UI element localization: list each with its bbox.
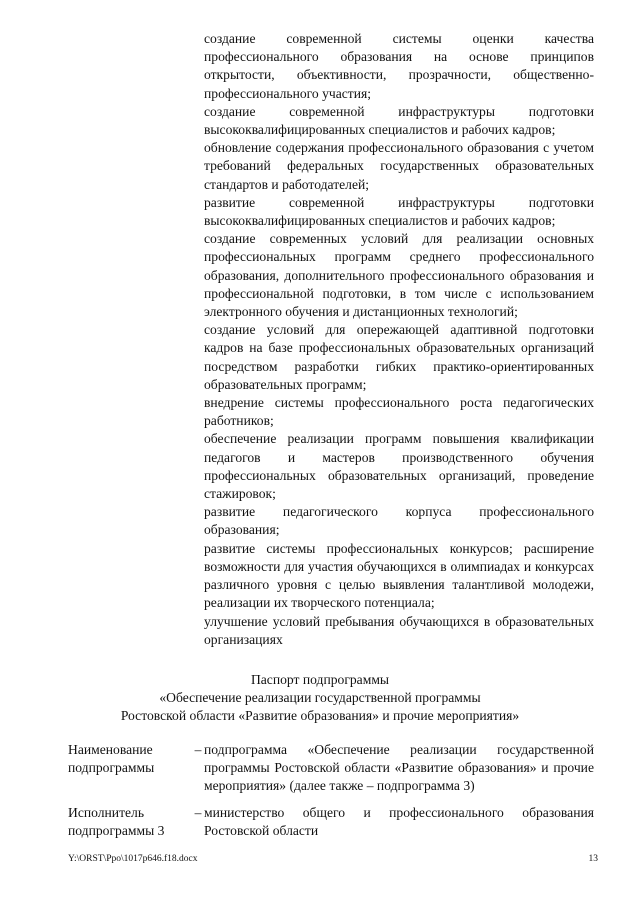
list-item: создание современной инфраструктуры подготовки высококвалифицированных специалистов и рабочих кадров;: [204, 103, 594, 138]
passport-title-line: «Обеспечение реализации государственной программы: [159, 690, 481, 706]
list-item: улучшение условий пребывания обучающихся в образовательных организациях: [204, 613, 594, 647]
list-item: обеспечение реализации программ повышения квалификации педагогов и мастеров производственного обучения профессиональных образовательных организаций, проведение стажировок;: [204, 431, 594, 502]
list-item: развитие педагогического корпуса профессионального образования;: [204, 504, 594, 538]
file-path: Y:\ORST\Ppo\1017p646.f18.docx: [68, 854, 198, 864]
passport-title-line: Ростовской области «Развитие образования» и прочие мероприятия»: [120, 708, 520, 724]
passport-row-value: подпрограмма «Обеспечение реализации государственной программы Ростовской области «Развитие образования» и прочие мероприятия» (далее также – подпрограмма 3): [204, 742, 594, 794]
list-item: создание современных условий для реализации основных профессиональных программ среднего профессионального образования, дополнительного профессионального образования и профессиональной подготовки, в том числе с использованием электронного обучения и дистанционных технологий;: [204, 231, 594, 320]
passport-title-line: Паспорт подпрограммы: [250, 672, 390, 687]
list-item: развитие современной инфраструктуры подготовки высококвалифицированных специалистов и рабочих кадров;: [204, 194, 594, 229]
passport-row-dash: –: [194, 742, 202, 757]
passport-row-value: министерство общего и профессионального образования Ростовской области: [204, 805, 594, 839]
passport-row-dash: –: [194, 805, 202, 820]
list-item: создание условий для опережающей адаптивной подготовки кадров на базе профессиональных образовательных организаций посредством разработки гибких практико-ориентированных образовательных программ;: [204, 322, 594, 392]
list-item: обновление содержания профессионального образования с учетом требований федеральных государственных образовательных стандартов и работодателей;: [204, 140, 594, 192]
passport-title: [60, 671, 580, 726]
list-item: внедрение системы профессионального роста педагогических работников;: [204, 395, 594, 429]
list-item: развитие системы профессиональных конкурсов; расширение возможности для участия обучающихся в олимпиадах и конкурсах различного уровня с целью выявления талантливой молодежи, реализации их творческого потенциала;: [204, 540, 594, 611]
goals-list: [204, 30, 594, 649]
list-item: создание современной системы оценки качества профессионального образования на основе принципов открытости, объективности, прозрачности, общественно-профессионального участия;: [204, 31, 594, 101]
passport-row-label: Наименование подпрограммы: [68, 742, 155, 776]
passport-row-label: Исполнитель подпрограммы 3: [68, 805, 165, 839]
page-number: 13: [588, 854, 598, 864]
